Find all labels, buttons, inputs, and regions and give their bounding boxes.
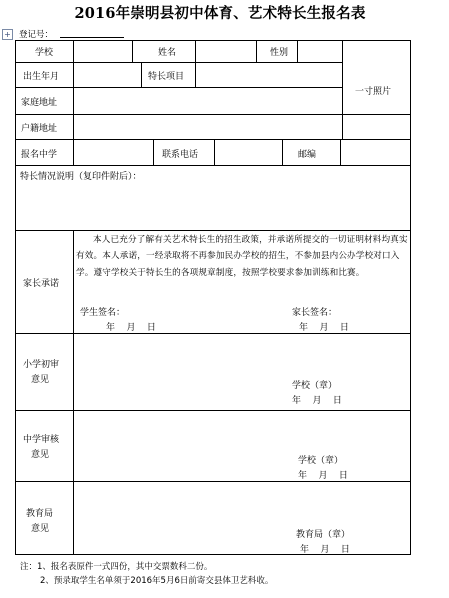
middle-review-date: 年 月 日 (298, 471, 348, 481)
note-2: 2、预录取学生名单须于2016年5月6日前寄交县体卫艺科收。 (40, 576, 274, 586)
phone-input[interactable] (216, 140, 281, 164)
applicant-school-label: 报名中学 (21, 150, 58, 160)
registration-number-blank[interactable] (60, 37, 124, 38)
table-move-handle-icon[interactable]: + (2, 29, 13, 40)
specialty-input[interactable] (197, 63, 341, 86)
birth-date-input[interactable] (75, 63, 140, 86)
middle-review-stamp: 学校（章） (298, 456, 344, 466)
applicant-school-input[interactable] (75, 140, 152, 164)
home-address-input[interactable] (75, 88, 341, 113)
student-signature-label: 学生签名： (80, 308, 126, 318)
primary-review-label-line2: 意见 (31, 375, 50, 385)
commitment-label: 家长承诺 (23, 279, 60, 289)
parent-signature-label: 家长签名： (292, 308, 338, 318)
bureau-review-label-line1: 教育局 (26, 509, 54, 519)
specialty-description-label: 特长情况说明（复印件附后）： (20, 172, 142, 182)
name-label: 姓名 (158, 48, 177, 58)
middle-review-label-line1: 中学审核 (23, 435, 60, 445)
postcode-label: 邮编 (298, 150, 317, 160)
parent-sign-date: 年 月 日 (299, 323, 349, 333)
bureau-review-stamp: 教育局（章） (296, 530, 351, 540)
registration-number-label: 登记号： (19, 30, 54, 40)
primary-review-stamp: 学校（章） (292, 381, 338, 391)
primary-review-opinion-input[interactable] (75, 335, 409, 409)
bureau-review-opinion-input[interactable] (75, 483, 409, 553)
gender-input[interactable] (299, 41, 341, 61)
specialty-label: 特长项目 (148, 72, 185, 82)
household-address-input[interactable] (75, 115, 341, 138)
bureau-review-label-line2: 意见 (31, 524, 50, 534)
commitment-text: 本人已充分了解有关艺术特长生的招生政策，并承诺所提交的一切证明材料均真实有效。本人承诺，一经录取将不再参加民办学校的招生，不参加县内公办学校对口入学。遵守学校关于特长生的各项规章制度，按照学校要求参加训练和比赛。 (76, 235, 408, 278)
photo-placeholder: 一寸照片 (355, 87, 392, 97)
note-1: 注：1、报名表原件一式四份，其中交票数科二份。 (20, 562, 213, 572)
name-input[interactable] (197, 41, 255, 61)
phone-label: 联系电话 (162, 150, 199, 160)
school-label: 学校 (35, 48, 54, 58)
middle-review-label-line2: 意见 (31, 450, 50, 460)
specialty-description-input[interactable] (17, 182, 409, 229)
school-input[interactable] (75, 41, 131, 61)
middle-review-opinion-input[interactable] (75, 412, 409, 480)
birth-date-label: 出生年月 (23, 72, 60, 82)
gender-label: 性别 (270, 48, 289, 58)
home-address-label: 家庭地址 (21, 98, 58, 108)
bureau-review-date: 年 月 日 (300, 545, 350, 555)
primary-review-date: 年 月 日 (292, 396, 342, 406)
household-address-label: 户籍地址 (21, 124, 58, 134)
student-sign-date: 年 月 日 (106, 323, 156, 333)
form-title: 2016年崇明县初中体育、艺术特长生报名表 (74, 5, 366, 22)
primary-review-label-line1: 小学初审 (23, 360, 60, 370)
postcode-input[interactable] (342, 140, 409, 164)
